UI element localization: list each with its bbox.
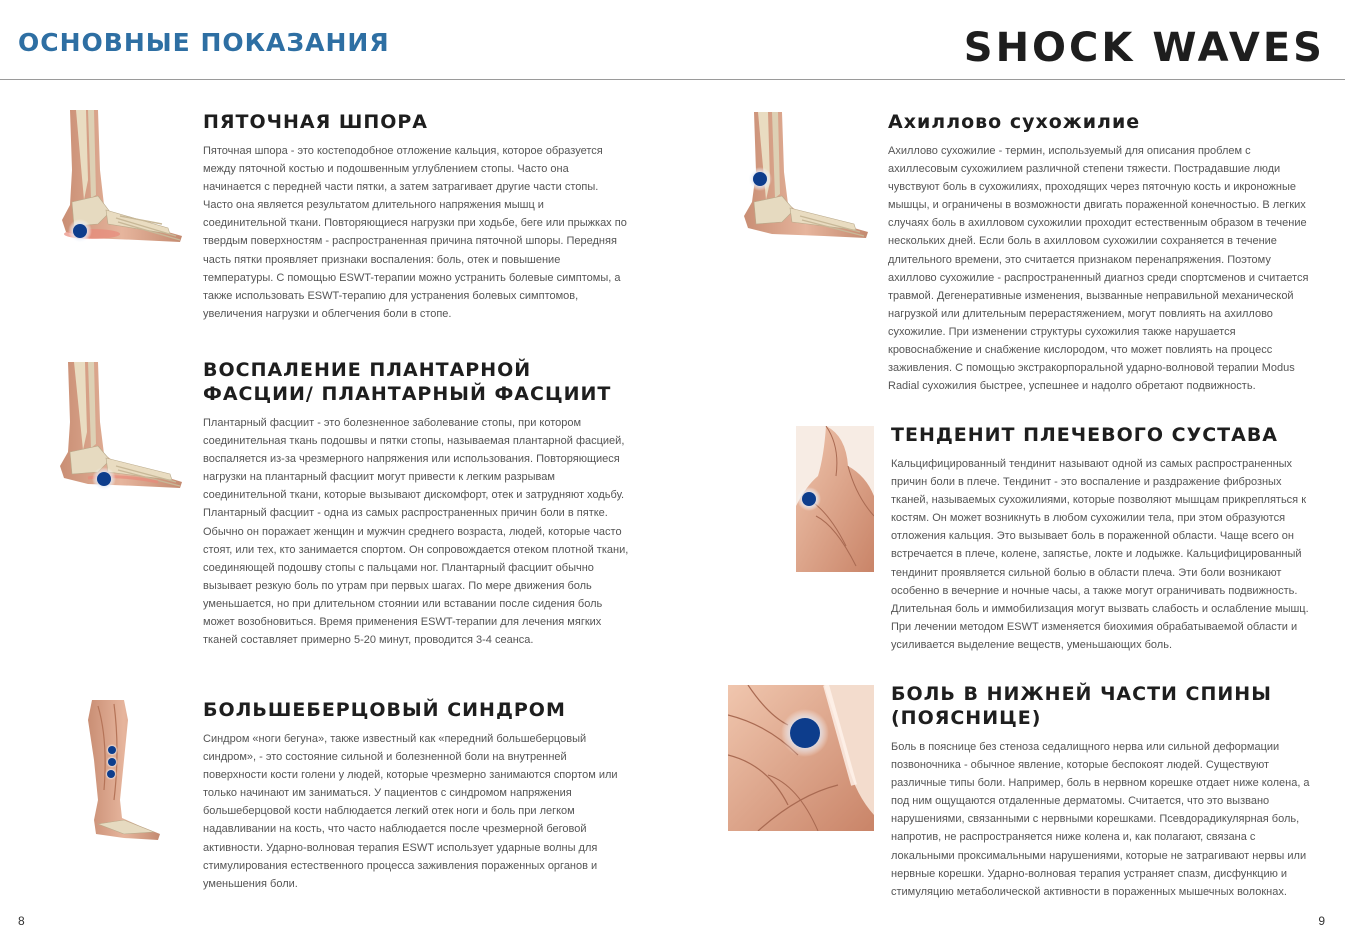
shin-splints-leg-illustration (84, 700, 164, 842)
heel-spur-foot-illustration (58, 110, 188, 244)
plantar-fasciitis-foot-illustration (58, 362, 188, 490)
section-heel-spur (203, 110, 628, 323)
section-lower-back-pain (891, 682, 1316, 901)
page-number-left: 8 (18, 914, 25, 928)
page-number-right: 9 (1318, 914, 1325, 928)
section-heading: ВОСПАЛЕНИЕ ПЛАНТАРНОЙ ФАСЦИИ/ ПЛАНТАРНЫЙ ФАСЦИИТ (203, 359, 612, 405)
section-achilles-tendon (888, 110, 1313, 395)
shoulder-tendinitis-illustration (796, 426, 874, 572)
section-body: Плантарный фасциит - это болезненное заболевание стопы, при котором соединительная ткань подошвы и пятки стопы, называемая плантарной фасцией, воспаляется из-за чрезмерного напряжения или использования. Повторяющиеся нагрузки на плантарный фасциит могут привести к легким разрывам соединительной ткани, которые вызывают дискомфорт, отек и затрудняют ходьбу. Плантарный фасциит - одна из самых распространенных причин боли в пятке. Обычно он поражает женщин и мужчин среднего возраста, людей, которые часто стоят, или тех, кто занимается спортом. Он сопровождается отеком плотной ткани, соединяющей подошву стопы с пальцами ног. Плантарный фасциит обычно вызывает резкую боль по утрам при первых шагах. По мере движения боль уменьшается, но при длительном стоянии или вставании после сидения боль может возобновиться. Время применения ESWT-терапии для лечения мягких тканей составляет примерно 5-20 минут, проводится 3-4 сеанса. (203, 417, 629, 647)
section-plantar-fasciitis (203, 358, 633, 649)
section-heading: ПЯТОЧНАЯ ШПОРА (203, 111, 429, 133)
section-heading: Ахиллово сухожилие (888, 111, 1141, 133)
section-body: Пяточная шпора - это костеподобное отложение кальция, которое образуется между пяточной костью и подошвенным углублением стопы. Часто она начинается с передней части пятки, а затем затрагивает другие части стопы. Часто она является результатом длительного напряжения мышц и соединительной ткани. Повторяющиеся нагрузки при ходьбе, беге или прыжках по твердым поверхностям - распространенная причина пяточной шпоры. Передняя часть пятки проявляет признаки воспаления: боль, отек и повышение температуры. С помощью ESWT-терапии можно устранить болевые симптомы, а также использовать ESWT-терапию для устранения болевых симптомов, увеличения нагрузки и облегчения боли в стопе. (203, 145, 627, 320)
lower-back-pain-illustration (728, 685, 874, 831)
section-body: Боль в пояснице без стеноза седалищного нерва или сильной деформации позвоночника - обычное явление, которые беспокоят людей. Существуют различные типы боли. Например, боль в нервном корешке отдает ниже колена, а под ним ощущаются отдаленные дерматомы. Считается, что это вызвано нарушениями, связанными с нервными корешками. Псевдорадикулярная боль, напротив, не распространяется ниже колена и, как полагают, связана с локальными проксимальными нарушениями, которые не затрагивают нервы или нервные корешки. Ударно-волновая терапия устраняет спазм, дисфункцию и стимуляцию метаболической активности в пораженных мышечных волокнах. (891, 741, 1310, 898)
header-divider (0, 79, 1345, 80)
section-heading: БОЛЬ В НИЖНЕЙ ЧАСТИ СПИНЫ (ПОЯСНИЦЕ) (891, 683, 1272, 729)
section-body: Кальцифицированный тендинит называют одной из самых распространенных причин боли в плече. Тендинит - это воспаление и раздражение фиброзных тканей, называемых сухожилиями, которые позволяют мышцам прикрепляться к костям. Он может возникнуть в любом сухожилии тела, при этом образуются отложения кальция. Это вызывает боль в пораженной области. Чаще всего он встречается в плече, колене, запястье, локте и лодыжке. Кальцифицированный тендинит проявляется сильной болью в области плеча. Эти боли возникают особенно в вечерние и ночные часы, а также могут ограничивать подвижность. Длительная боль и иммобилизация могут вызвать слабость и ослабление мышц. При лечении методом ESWT изменяется биохимия обрабатываемой области и усиливается выделение веществ, уменьшающих боль. (891, 458, 1309, 651)
section-body: Синдром «ноги бегуна», также известный как «передний большеберцовый синдром», - это состояние сильной и болезненной боли на внутренней поверхности кости голени у людей, которые чрезмерно занимаются спортом или только начинают им заниматься. У пациентов с синдромом напряжения большеберцовой кости наблюдается легкий отек ноги и боль при легком надавливании на кость, что часто наблюдается после чрезмерной беговой активности. Ударно-волновая терапия ESWT использует ударные волны для стимулирования естественного процесса заживления пораженных органов и уменьшения боли. (203, 733, 618, 890)
page-title-left: ОСНОВНЫЕ ПОКАЗАНИЯ (18, 28, 390, 57)
section-shoulder-tendinitis (891, 423, 1316, 654)
page-title-right: SHOCK WAVES (963, 25, 1325, 71)
section-tibial-syndrome (203, 698, 628, 893)
section-body: Ахиллово сухожилие - термин, используемый для описания проблем с ахиллесовым сухожилием различной степени тяжести. Пострадавшие люди чувствуют боль в сухожилиях, проходящих через пяточную кость и икроножные мышцы, и ограничены в возможности двигать пораженной конечностью. В легких случаях боль в ахилловом сухожилии проходит естественным образом в течение нескольких дней. Если боль в ахилловом сухожилии сохраняется в течение длительного времени, это считается признаком перенапряжения. Поэтому ахиллово сухожилие - распространенный диагноз среди спортсменов и считается травмой. Дегенеративные изменения, вызванные неправильной механической нагрузкой или длительным перерастяжением, могут повлиять на ахиллово сухожилие. При изменении структуры сухожилия также нарушается кровоснабжение и снабжение кислородом, что может повлиять на процесс заживления. С помощью экстракорпоральной ударно-волновой терапии Modus Radial сухожилия быстрее, успешнее и надолго обретают подвижность. (888, 145, 1309, 393)
achilles-tendon-illustration (740, 112, 872, 240)
section-heading: ТЕНДЕНИТ ПЛЕЧЕВОГО СУСТАВА (891, 424, 1279, 446)
section-heading: БОЛЬШЕБЕРЦОВЫЙ СИНДРОМ (203, 699, 566, 721)
